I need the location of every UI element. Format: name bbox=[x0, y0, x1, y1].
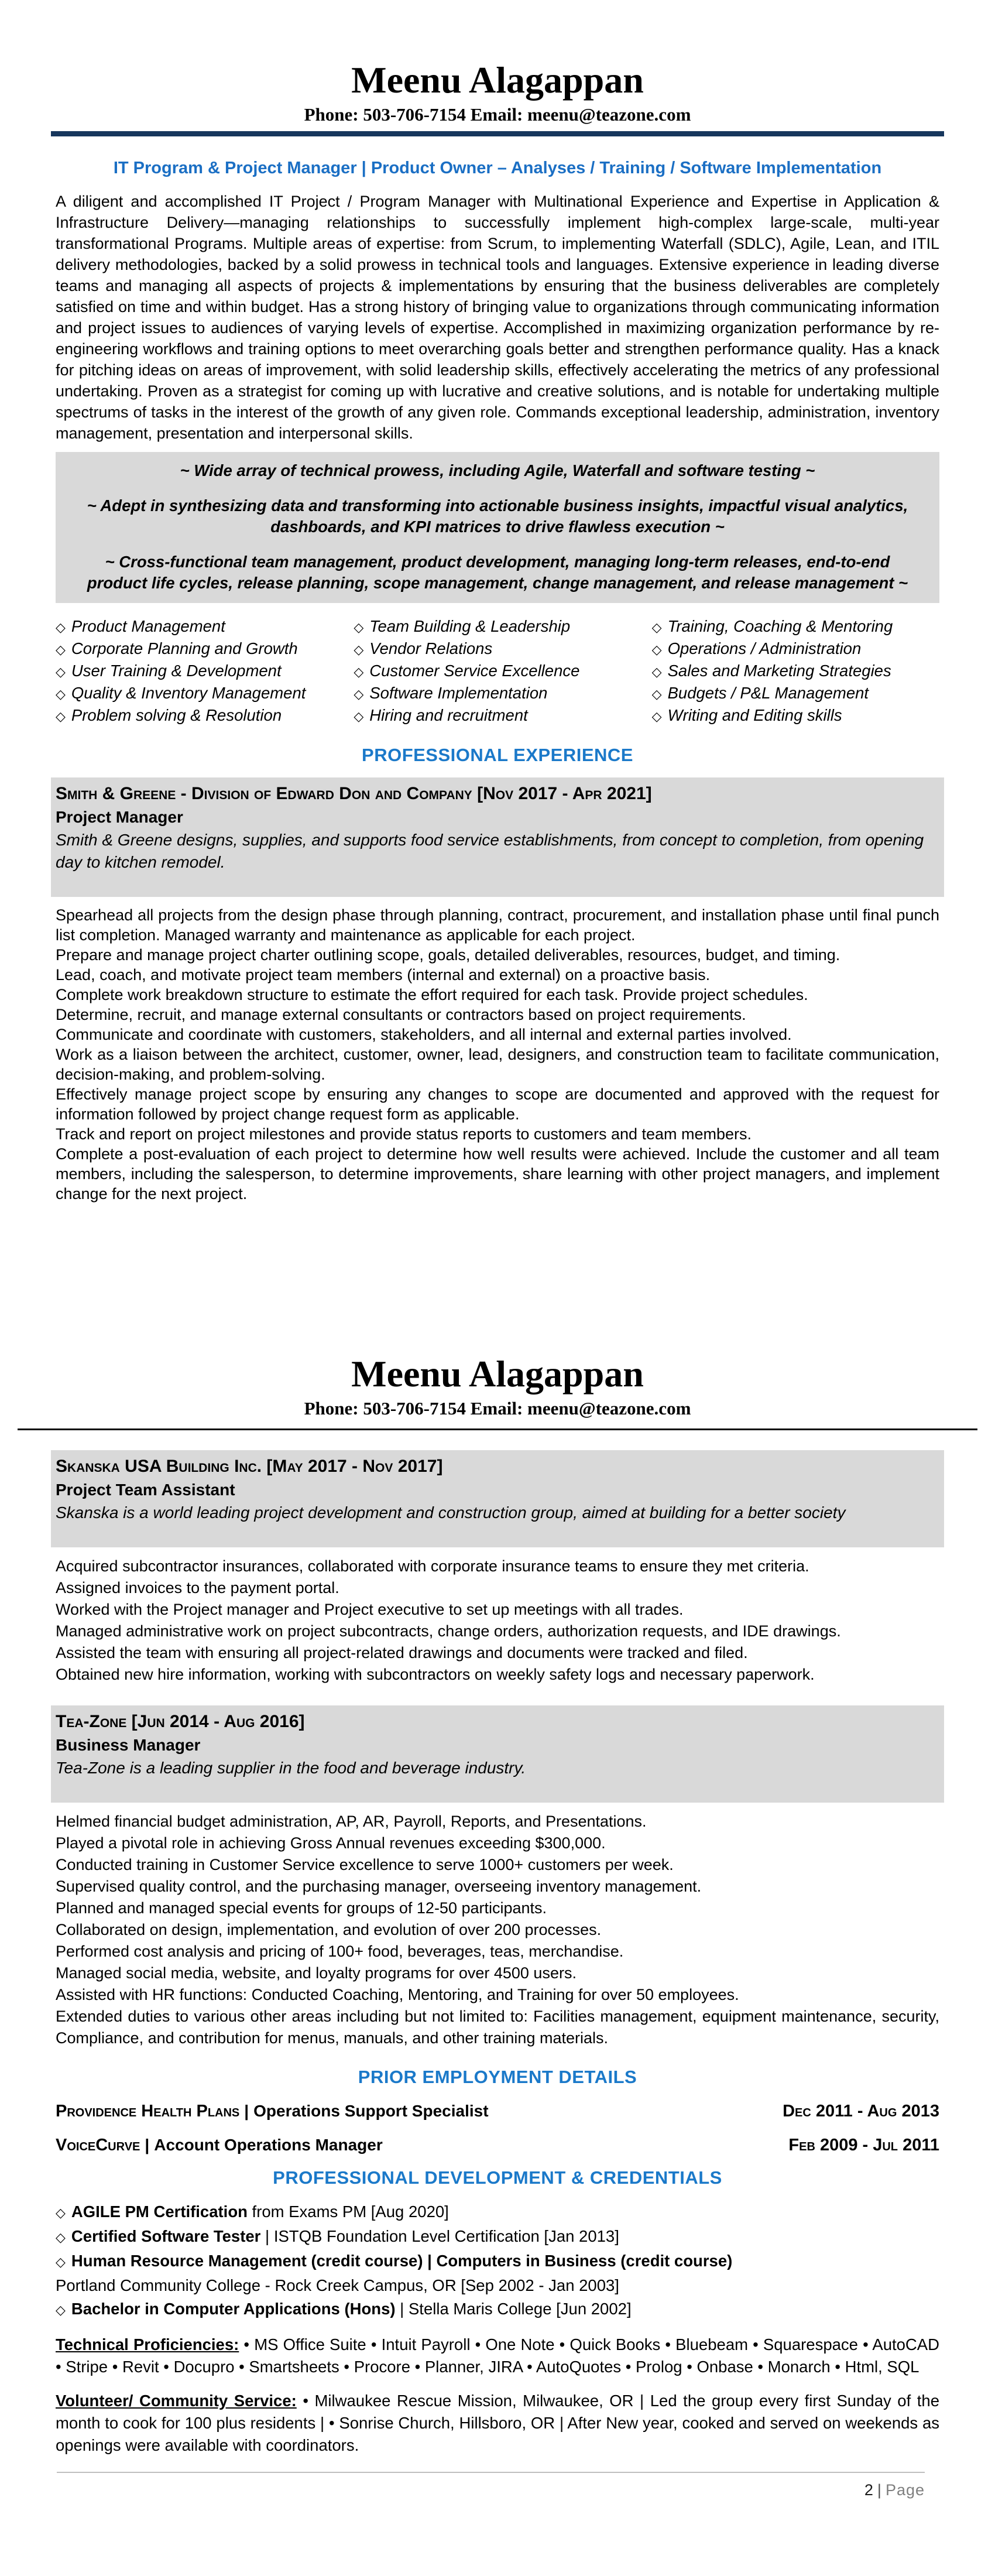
skill-label: User Training & Development bbox=[71, 662, 282, 680]
separator-bar: | bbox=[244, 2102, 249, 2120]
duty-item: Track and report on project milestones and provide status reports to customers and team members. bbox=[56, 1125, 752, 1143]
duty-item: Complete work breakdown structure to estimate the effort required for each task. Provide project schedules. bbox=[56, 986, 808, 1003]
skill-label: Customer Service Excellence bbox=[369, 662, 580, 680]
credential-continuation: Portland Community College - Rock Creek Campus, OR [Sep 2002 - Jan 2003] bbox=[56, 2276, 619, 2294]
footer-page-label: Page bbox=[885, 2481, 925, 2499]
skill-item bbox=[652, 705, 939, 727]
diamond-bullet-icon: ◇ bbox=[56, 642, 66, 657]
duty-item: Collaborated on design, implementation, and evolution of over 200 processes. bbox=[56, 1921, 602, 1938]
duty-item: Extended duties to various other areas including but not limited to: Facilities management, equipment maintenance, security, Compliance, and contribution for menus, manuals, and other training materials. bbox=[56, 2008, 939, 2047]
diamond-bullet-icon: ◇ bbox=[56, 620, 66, 635]
skill-item bbox=[56, 616, 343, 638]
resume-page-2 bbox=[0, 1347, 995, 2457]
job-duties-tea-zone bbox=[56, 1811, 939, 2049]
skill-item bbox=[56, 705, 343, 727]
duty-item: Assisted with HR functions: Conducted Coaching, Mentoring, and Training for over 50 employees. bbox=[56, 1986, 739, 2003]
prior-dates: Dec 2011 - Aug 2013 bbox=[783, 2102, 939, 2121]
job-role: Project Manager bbox=[56, 808, 183, 826]
candidate-name: Meenu Alagappan bbox=[351, 1353, 644, 1395]
skills-column-3 bbox=[652, 616, 939, 727]
skill-label: Hiring and recruitment bbox=[369, 706, 528, 724]
section-heading-professional-development: PROFESSIONAL DEVELOPMENT & CREDENTIALS bbox=[273, 2167, 722, 2188]
skill-label: Corporate Planning and Growth bbox=[71, 639, 298, 657]
highlights-box bbox=[56, 452, 939, 603]
credential-detail: from Exams PM [Aug 2020] bbox=[247, 2202, 449, 2221]
duty-item: Played a pivotal role in achieving Gross Annual revenues exceeding $300,000. bbox=[56, 1834, 606, 1852]
job-company-line: Skanska USA Building Inc. [May 2017 - Nov 2017] bbox=[56, 1457, 443, 1476]
prior-job-left bbox=[56, 2099, 489, 2123]
job-role: Business Manager bbox=[56, 1736, 201, 1754]
diamond-bullet-icon: ◇ bbox=[651, 687, 662, 701]
skill-item bbox=[652, 638, 939, 660]
duty-item: Managed social media, website, and loyalty programs for over 4500 users. bbox=[56, 1964, 577, 1982]
skill-item bbox=[354, 705, 641, 727]
technical-proficiencies-text: • MS Office Suite • Intuit Payroll • One Note • Quick Books • Bluebeam • Squarespace • AutoCAD • Stripe • Revit • Docupro • Smartsheets • Procore • Planner, JIRA • AutoQuotes • Prolog • Onbase • Monarch • Html, SQL bbox=[56, 2335, 939, 2376]
separator-bar: | bbox=[145, 2136, 150, 2154]
credential-item bbox=[56, 2297, 939, 2322]
diamond-bullet-icon: ◇ bbox=[354, 642, 364, 657]
skill-item bbox=[56, 660, 343, 683]
summary-paragraph: A diligent and accomplished IT Project / Program Manager with Multinational Experience and Expertise in Application & Infrastructure Delivery—managing relationships to successfully implement high-complex large-scale, multi-year transformational Programs. Multiple areas of expertise: from Scrum, to implementing Waterfall (SDLC), Agile, Lean, and ITIL delivery methodologies, backed by a solid prowess in technical tools and languages. Extensive experience in leading diverse teams and managing all aspects of projects & implementations by ensuring that the business deliverables are completely satisfied on time and within budget. Has a strong history of bringing value to organizations through communicating information and project issues to audiences of varying levels of expertise. Accomplished in maximizing organization performance by re-engineering workflows and training options to meet overarching goals better and strengthen performance quality. Has a knack for pitching ideas on areas of improvement, with solid leadership skills, effectively accelerating the metrics of any professional undertaking. Proven as a strategist for coming up with lucrative and creative solutions, and is notable for undertaking multiple spectrums of tasks in the interest of the growth of any given role. Commands exceptional leadership, administration, inventory management, presentation and interpersonal skills. bbox=[56, 193, 939, 442]
prior-dates: Feb 2009 - Jul 2011 bbox=[788, 2136, 939, 2154]
prior-job-row bbox=[56, 2133, 939, 2157]
duty-item: Supervised quality control, and the purchasing manager, overseeing inventory management. bbox=[56, 1878, 702, 1895]
skill-label: Quality & Inventory Management bbox=[71, 684, 306, 702]
duty-item: Assisted the team with ensuring all project-related drawings and documents were tracked and filed. bbox=[56, 1644, 748, 1662]
job-duties-skanska bbox=[56, 1556, 939, 1686]
credentials-list bbox=[56, 2200, 939, 2322]
core-skills-grid bbox=[56, 616, 939, 727]
job-company-blurb: Skanska is a world leading project development and construction group, aimed at building for a better society bbox=[56, 1503, 846, 1522]
professional-title: IT Program & Project Manager | Product Owner – Analyses / Training / Software Implementation bbox=[113, 159, 882, 177]
duty-item: Acquired subcontractor insurances, collaborated with corporate insurance teams to ensure they met criteria. bbox=[56, 1557, 809, 1575]
job-header-skanska bbox=[51, 1450, 944, 1547]
spacer bbox=[56, 1430, 939, 1447]
duty-item: Complete a post-evaluation of each project to determine how well results were achieved. Include the customer and all team members, including the salesperson, to determine improvements, share learning with other project managers, and implement change for the next project. bbox=[56, 1145, 939, 1203]
diamond-bullet-icon: ◇ bbox=[354, 620, 364, 635]
skill-item bbox=[354, 683, 641, 705]
skills-column-2 bbox=[354, 616, 641, 727]
diamond-bullet-icon: ◇ bbox=[56, 2255, 66, 2269]
diamond-bullet-icon: ◇ bbox=[56, 687, 66, 701]
job-company-line: Smith & Greene - Division of Edward Don and Company [Nov 2017 - Apr 2021] bbox=[56, 784, 652, 803]
duty-item: Managed administrative work on project subcontracts, change orders, authorization requests, and IDE drawings. bbox=[56, 1622, 841, 1640]
spacer bbox=[56, 1686, 939, 1702]
prior-role: Operations Support Specialist bbox=[253, 2102, 489, 2120]
page-footer bbox=[57, 2472, 925, 2500]
page-2-content bbox=[0, 1347, 995, 2457]
prior-job-left bbox=[56, 2133, 383, 2157]
skill-label: Sales and Marketing Strategies bbox=[667, 662, 891, 680]
skill-label: Product Management bbox=[71, 617, 225, 635]
duty-item: Spearhead all projects from the design phase through planning, contract, procurement, and installation phase until final punch list completion. Managed warranty and maintenance as applicable for each project. bbox=[56, 906, 939, 944]
contact-line: Phone: 503-706-7154 Email: meenu@teazone.com bbox=[304, 1398, 691, 1419]
contact-line: Phone: 503-706-7154 Email: meenu@teazone.com bbox=[304, 104, 691, 125]
skill-label: Vendor Relations bbox=[369, 639, 493, 657]
credential-title: Certified Software Tester bbox=[71, 2227, 261, 2245]
skill-item bbox=[56, 683, 343, 705]
diamond-bullet-icon: ◇ bbox=[56, 2205, 66, 2220]
skill-item bbox=[56, 638, 343, 660]
diamond-bullet-icon: ◇ bbox=[354, 709, 364, 724]
job-company-blurb: Smith & Greene designs, supplies, and supports food service establishments, from concept to completion, from opening day to kitchen remodel. bbox=[56, 831, 924, 871]
diamond-bullet-icon: ◇ bbox=[56, 2230, 66, 2245]
resume-page-1 bbox=[0, 0, 995, 1204]
credential-item bbox=[56, 2225, 939, 2249]
duty-item: Work as a liaison between the architect, customer, owner, lead, designers, and construction team to facilitate communication, decision-making, and problem-solving. bbox=[56, 1046, 939, 1083]
page-number: 2 bbox=[864, 2481, 873, 2499]
skill-item bbox=[652, 616, 939, 638]
technical-proficiencies bbox=[56, 2334, 939, 2378]
volunteer-service-text: • Milwaukee Rescue Mission, Milwaukee, OR | Led the group every first Sunday of the month to cook for 100 plus residents | • Sonrise Church, Hillsboro, OR | After New year, cooked and served on weekends as openings were available with coordinators. bbox=[56, 2392, 939, 2454]
diamond-bullet-icon: ◇ bbox=[651, 642, 662, 657]
duty-item: Planned and managed special events for groups of 12-50 participants. bbox=[56, 1899, 547, 1917]
diamond-bullet-icon: ◇ bbox=[354, 664, 364, 679]
credential-detail: | Stella Maris College [Jun 2002] bbox=[395, 2300, 632, 2318]
duty-item: Performed cost analysis and pricing of 100+ food, beverages, teas, merchandise. bbox=[56, 1943, 624, 1960]
skill-item bbox=[354, 660, 641, 683]
skill-label: Problem solving & Resolution bbox=[71, 706, 282, 724]
diamond-bullet-icon: ◇ bbox=[651, 620, 662, 635]
page-1-content bbox=[0, 0, 995, 1204]
header-divider-rule bbox=[51, 131, 944, 136]
technical-proficiencies-label: Technical Proficiencies: bbox=[56, 2335, 239, 2354]
duty-item: Conducted training in Customer Service excellence to serve 1000+ customers per week. bbox=[56, 1856, 674, 1873]
skill-label: Writing and Editing skills bbox=[667, 706, 842, 724]
duty-item: Determine, recruit, and manage external consultants or contractors based on project requirements. bbox=[56, 1006, 746, 1023]
duty-item: Communicate and coordinate with customers, stakeholders, and all internal and external parties involved. bbox=[56, 1026, 792, 1043]
skill-label: Software Implementation bbox=[369, 684, 548, 702]
job-duties-smith-greene bbox=[56, 905, 939, 1204]
volunteer-service bbox=[56, 2390, 939, 2457]
credential-title: AGILE PM Certification bbox=[71, 2202, 248, 2221]
duty-item: Worked with the Project manager and Project executive to set up meetings with all trades. bbox=[56, 1601, 684, 1618]
volunteer-service-label: Volunteer/ Community Service: bbox=[56, 2392, 297, 2410]
job-header-tea-zone bbox=[51, 1705, 944, 1803]
job-company-line: Tea-Zone [Jun 2014 - Aug 2016] bbox=[56, 1712, 305, 1731]
credential-item bbox=[56, 2249, 939, 2274]
prior-company: VoiceCurve bbox=[56, 2136, 140, 2154]
credential-detail: | ISTQB Foundation Level Certification [Jan 2013] bbox=[260, 2227, 619, 2245]
highlight-statement: ~ Wide array of technical prowess, including Agile, Waterfall and software testing ~ bbox=[180, 461, 815, 479]
duty-item: Prepare and manage project charter outlining scope, goals, detailed deliverables, resources, budget, and timing. bbox=[56, 946, 840, 964]
prior-job-row bbox=[56, 2099, 939, 2123]
skill-item bbox=[354, 616, 641, 638]
prior-role: Account Operations Manager bbox=[154, 2136, 383, 2154]
duty-item: Assigned invoices to the payment portal. bbox=[56, 1579, 339, 1597]
skill-item bbox=[354, 638, 641, 660]
diamond-bullet-icon: ◇ bbox=[56, 664, 66, 679]
highlight-statement: ~ Adept in synthesizing data and transforming into actionable business insights, impactful visual analytics, dashboards, and KPI matrices to drive flawless execution ~ bbox=[87, 496, 908, 536]
skills-column-1 bbox=[56, 616, 343, 727]
credential-title: Human Resource Management (credit course) | Computers in Business (credit course) bbox=[71, 2252, 733, 2270]
job-header-smith-greene bbox=[51, 777, 944, 897]
duty-item: Helmed financial budget administration, AP, AR, Payroll, Reports, and Presentations. bbox=[56, 1813, 647, 1830]
skill-item bbox=[652, 660, 939, 683]
duty-item: Obtained new hire information, working with subcontractors on weekly safety logs and necessary paperwork. bbox=[56, 1666, 815, 1683]
prior-company: Providence Health Plans bbox=[56, 2102, 240, 2121]
skill-label: Budgets / P&L Management bbox=[667, 684, 869, 702]
diamond-bullet-icon: ◇ bbox=[651, 664, 662, 679]
job-company-blurb: Tea-Zone is a leading supplier in the food and beverage industry. bbox=[56, 1759, 526, 1777]
credential-item bbox=[56, 2200, 939, 2225]
footer-separator: | bbox=[877, 2481, 881, 2499]
diamond-bullet-icon: ◇ bbox=[56, 709, 66, 724]
diamond-bullet-icon: ◇ bbox=[56, 2303, 66, 2317]
job-role: Project Team Assistant bbox=[56, 1481, 235, 1499]
diamond-bullet-icon: ◇ bbox=[651, 709, 662, 724]
section-heading-prior-employment: PRIOR EMPLOYMENT DETAILS bbox=[358, 2067, 637, 2087]
skill-label: Training, Coaching & Mentoring bbox=[667, 617, 893, 635]
duty-item: Effectively manage project scope by ensuring any changes to scope are documented and approved with the request for information followed by project change request form as applicable. bbox=[56, 1085, 939, 1123]
section-heading-professional-experience: PROFESSIONAL EXPERIENCE bbox=[362, 745, 633, 765]
diamond-bullet-icon: ◇ bbox=[354, 687, 364, 701]
skill-label: Team Building & Leadership bbox=[369, 617, 571, 635]
credential-title: Bachelor in Computer Applications (Hons) bbox=[71, 2300, 396, 2318]
skill-label: Operations / Administration bbox=[667, 639, 862, 657]
skill-item bbox=[652, 683, 939, 705]
highlight-statement: ~ Cross-functional team management, product development, managing long-term releases, end-to-end product life cycles, release planning, scope management, change management, and release management ~ bbox=[87, 553, 908, 592]
candidate-name: Meenu Alagappan bbox=[351, 59, 644, 101]
duty-item: Lead, coach, and motivate project team members (internal and external) on a proactive basis. bbox=[56, 966, 711, 984]
